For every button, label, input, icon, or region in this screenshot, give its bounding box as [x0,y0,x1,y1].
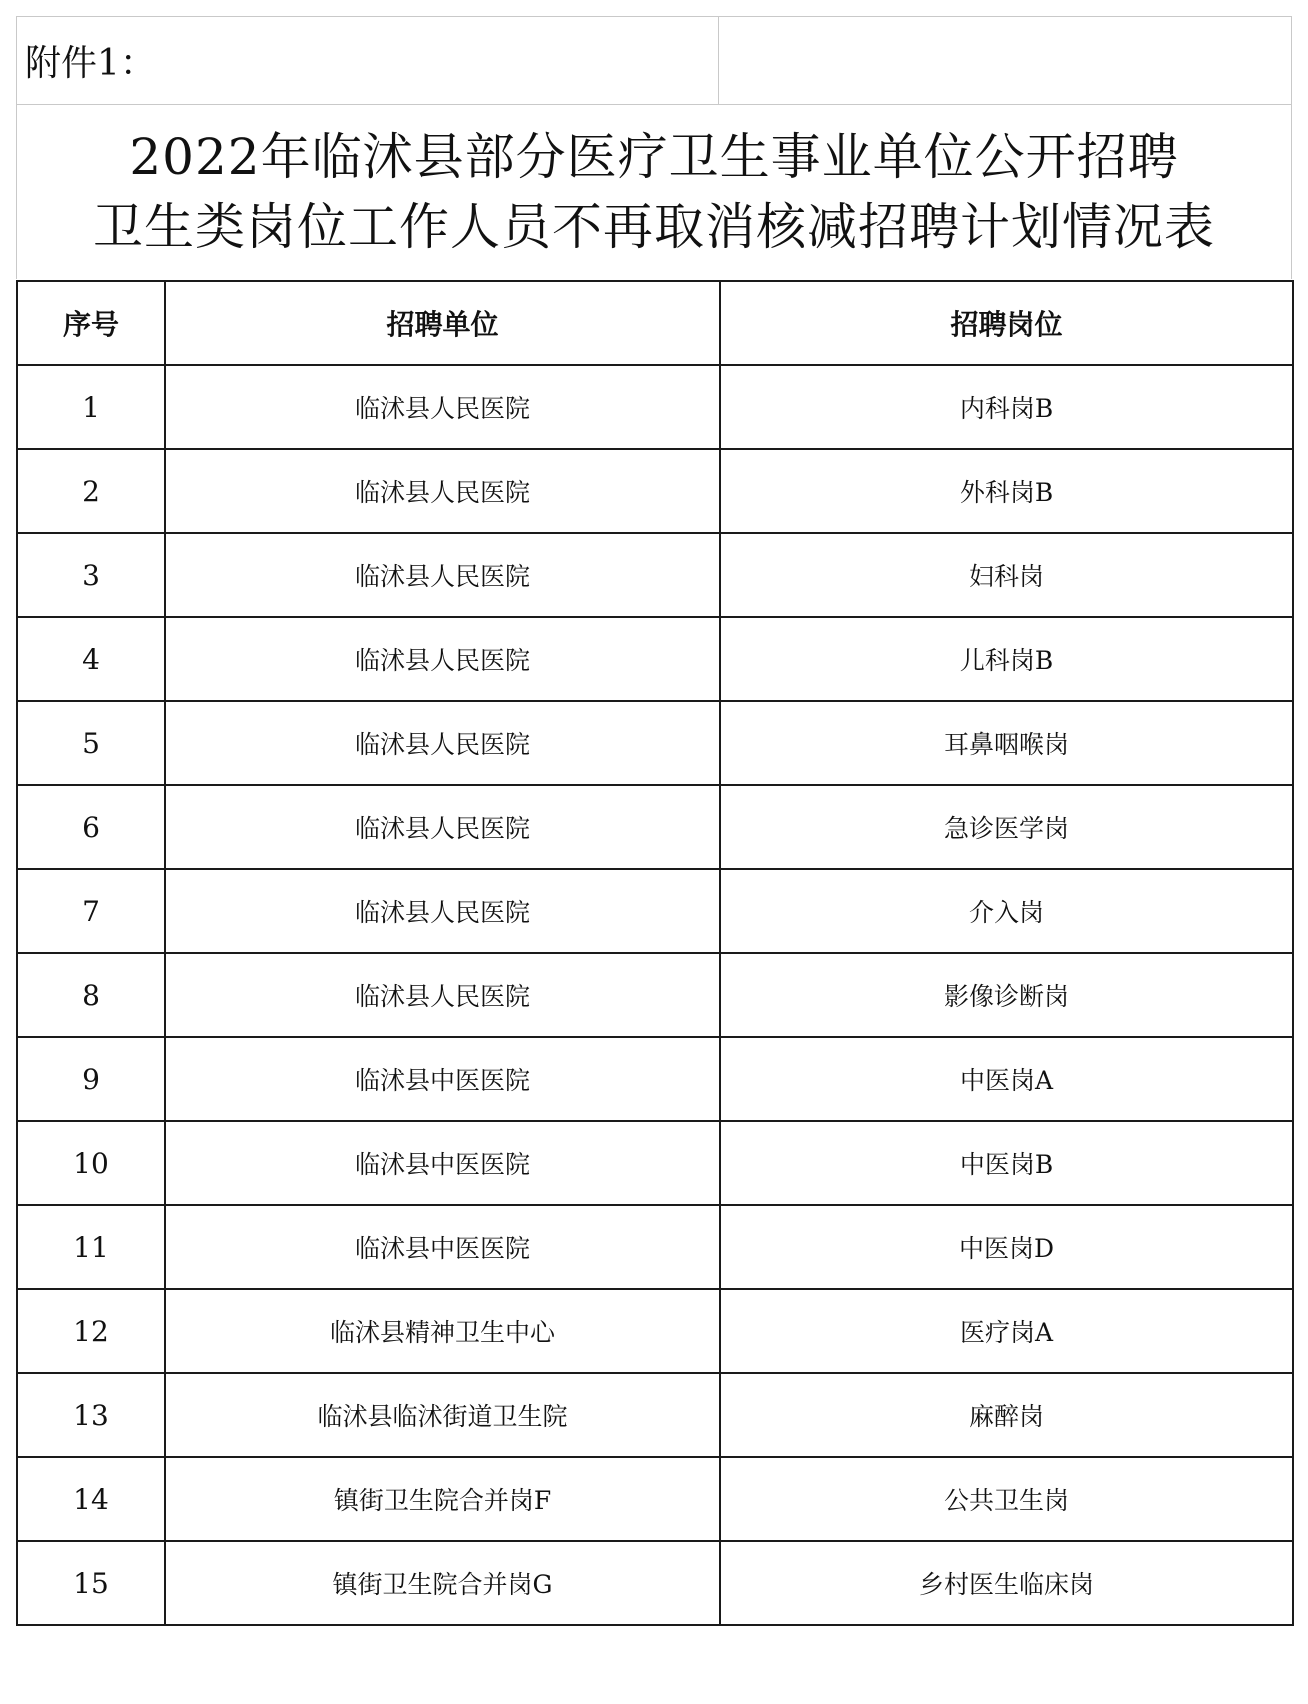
row-seq-cell: 2 [17,449,165,533]
row-unit-cell: 临沭县精神卫生中心 [165,1289,720,1373]
header-unit: 招聘单位 [165,281,720,365]
row-post-cell: 公共卫生岗 [720,1457,1293,1541]
row-unit-cell: 临沭县中医医院 [165,1037,720,1121]
table-row [17,1289,1293,1373]
attachment-row [16,16,1292,105]
table-row [17,869,1293,953]
table-row [17,449,1293,533]
row-unit-cell: 临沭县人民医院 [165,869,720,953]
table-row [17,617,1293,701]
table-row [17,785,1293,869]
row-unit-cell: 临沭县中医医院 [165,1121,720,1205]
table-body [17,365,1293,1625]
table-row [17,1541,1293,1625]
row-post-cell: 中医岗A [720,1037,1293,1121]
row-unit-cell: 临沭县临沭街道卫生院 [165,1373,720,1457]
row-unit-cell: 临沭县人民医院 [165,953,720,1037]
document-title [16,105,1292,279]
table-row [17,1121,1293,1205]
row-seq-cell: 8 [17,953,165,1037]
row-seq-cell: 12 [17,1289,165,1373]
row-seq-cell: 6 [17,785,165,869]
row-unit-cell: 临沭县人民医院 [165,701,720,785]
positions-table [16,280,1294,1626]
title-line-1: 2022年临沭县部分医疗卫生事业单位公开招聘 [129,128,1179,186]
row-post-cell: 外科岗B [720,449,1293,533]
row-seq-cell: 15 [17,1541,165,1625]
row-post-cell: 儿科岗B [720,617,1293,701]
row-seq-cell: 9 [17,1037,165,1121]
table-row [17,365,1293,449]
row-unit-cell: 临沭县人民医院 [165,617,720,701]
row-post-cell: 中医岗D [720,1205,1293,1289]
row-post-cell: 介入岗 [720,869,1293,953]
row-post-cell: 耳鼻咽喉岗 [720,701,1293,785]
row-post-cell: 内科岗B [720,365,1293,449]
row-seq-cell: 10 [17,1121,165,1205]
row-post-cell: 急诊医学岗 [720,785,1293,869]
document-sheet [16,16,1292,279]
row-seq-cell: 5 [17,701,165,785]
attachment-empty-cell [719,17,1292,104]
row-unit-cell: 镇街卫生院合并岗F [165,1457,720,1541]
row-post-cell: 医疗岗A [720,1289,1293,1373]
table-row [17,701,1293,785]
row-seq-cell: 1 [17,365,165,449]
row-seq-cell: 11 [17,1205,165,1289]
table-row [17,1205,1293,1289]
row-seq-cell: 3 [17,533,165,617]
row-post-cell: 中医岗B [720,1121,1293,1205]
table-row [17,1037,1293,1121]
row-unit-cell: 临沭县中医医院 [165,1205,720,1289]
row-unit-cell: 临沭县人民医院 [165,449,720,533]
title-line-2: 卫生类岗位工作人员不再取消核减招聘计划情况表 [93,198,1215,256]
row-post-cell: 影像诊断岗 [720,953,1293,1037]
row-unit-cell: 镇街卫生院合并岗G [165,1541,720,1625]
row-seq-cell: 4 [17,617,165,701]
header-seq: 序号 [17,281,165,365]
table-row [17,1457,1293,1541]
table-row [17,953,1293,1037]
table-header-row [17,281,1293,365]
header-post: 招聘岗位 [720,281,1293,365]
row-seq-cell: 14 [17,1457,165,1541]
row-unit-cell: 临沭县人民医院 [165,533,720,617]
table-row [17,1373,1293,1457]
table-row [17,533,1293,617]
row-post-cell: 麻醉岗 [720,1373,1293,1457]
row-unit-cell: 临沭县人民医院 [165,365,720,449]
row-unit-cell: 临沭县人民医院 [165,785,720,869]
row-seq-cell: 13 [17,1373,165,1457]
row-post-cell: 乡村医生临床岗 [720,1541,1293,1625]
row-post-cell: 妇科岗 [720,533,1293,617]
row-seq-cell: 7 [17,869,165,953]
attachment-label: 附件1： [16,17,719,104]
